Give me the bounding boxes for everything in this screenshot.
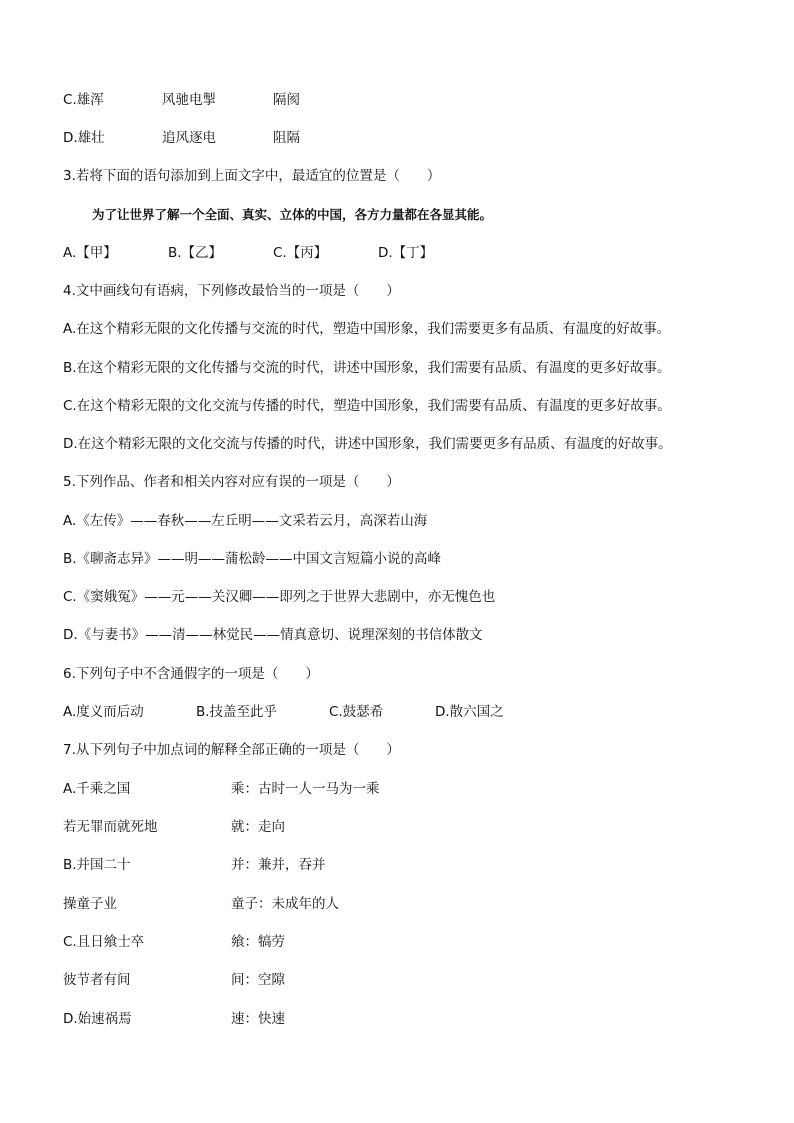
q4-option-b: B.在这个精彩无限的文化传播与交流的时代，讲述中国形象，我们需要有品质、有温度的更多好故事。	[63, 360, 671, 376]
q3-option-a: A.【甲】	[63, 245, 117, 261]
q4-stem: 4.文中画线句有语病，下列修改最恰当的一项是（ ）	[63, 283, 400, 299]
q7-row: D.始速祸焉 速：快速	[63, 1011, 285, 1027]
q7-row: 彼节者有间 间：空隙	[63, 972, 285, 988]
q7-row: 操童子业 童子：未成年的人	[63, 896, 339, 912]
q7-row: C.且日飨士卒 飨：犒劳	[63, 934, 285, 950]
q6-option-c: C.鼓瑟希	[329, 704, 384, 720]
q6-stem: 6.下列句子中不含通假字的一项是（ ）	[63, 666, 319, 682]
q7-row: 若无罪而就死地 就：走向	[63, 819, 285, 835]
q3-option-c: C.【丙】	[273, 245, 328, 261]
q6-options	[63, 702, 504, 722]
q5-option-d: D.《与妻书》——清——林觉民——情真意切、说理深刻的书信体散文	[63, 627, 483, 643]
option-row-c: C.雄浑 风驰电掣 隔阂	[63, 92, 300, 108]
q4-option-c: C.在这个精彩无限的文化交流与传播的时代，塑造中国形象，我们需要有品质、有温度的更多好故事。	[63, 398, 671, 414]
q7-row: A.千乘之国 乘：古时一人一马为一乘	[63, 781, 380, 797]
q6-option-b: B.技盖至此乎	[196, 704, 278, 720]
q3-options	[63, 243, 434, 263]
q4-option-a: A.在这个精彩无限的文化传播与交流的时代，塑造中国形象，我们需要更多有品质、有温度的好故事。	[63, 321, 671, 337]
q5-stem: 5.下列作品、作者和相关内容对应有误的一项是（ ）	[63, 474, 400, 490]
q6-option-d: D.散六国之	[435, 704, 504, 720]
q3-option-d: D.【丁】	[378, 245, 434, 261]
option-row-d: D.雄壮 追风逐电 阻隔	[63, 130, 300, 146]
q4-option-d: D.在这个精彩无限的文化交流与传播的时代，讲述中国形象，我们需要更多有品质、有温度的好故事。	[63, 436, 672, 452]
q3-option-b: B.【乙】	[168, 245, 223, 261]
q7-row: B.并国二十 并：兼并，吞并	[63, 857, 326, 873]
q3-quote: 为了让世界了解一个全面、真实、立体的中国，各方力量都在各显其能。	[92, 207, 493, 222]
q3-stem: 3.若将下面的语句添加到上面文字中，最适宜的位置是（ ）	[63, 168, 441, 184]
q6-option-a: A.度义而后动	[63, 704, 144, 720]
q5-option-c: C.《窦娥冤》——元——关汉卿——即列之于世界大悲剧中，亦无愧色也	[63, 589, 496, 605]
q5-option-a: A.《左传》——春秋——左丘明——文采若云月，高深若山海	[63, 513, 428, 529]
q7-stem: 7.从下列句子中加点词的解释全部正确的一项是（ ）	[63, 742, 400, 758]
q5-option-b: B.《聊斋志异》——明——蒲松龄——中国文言短篇小说的高峰	[63, 551, 442, 567]
